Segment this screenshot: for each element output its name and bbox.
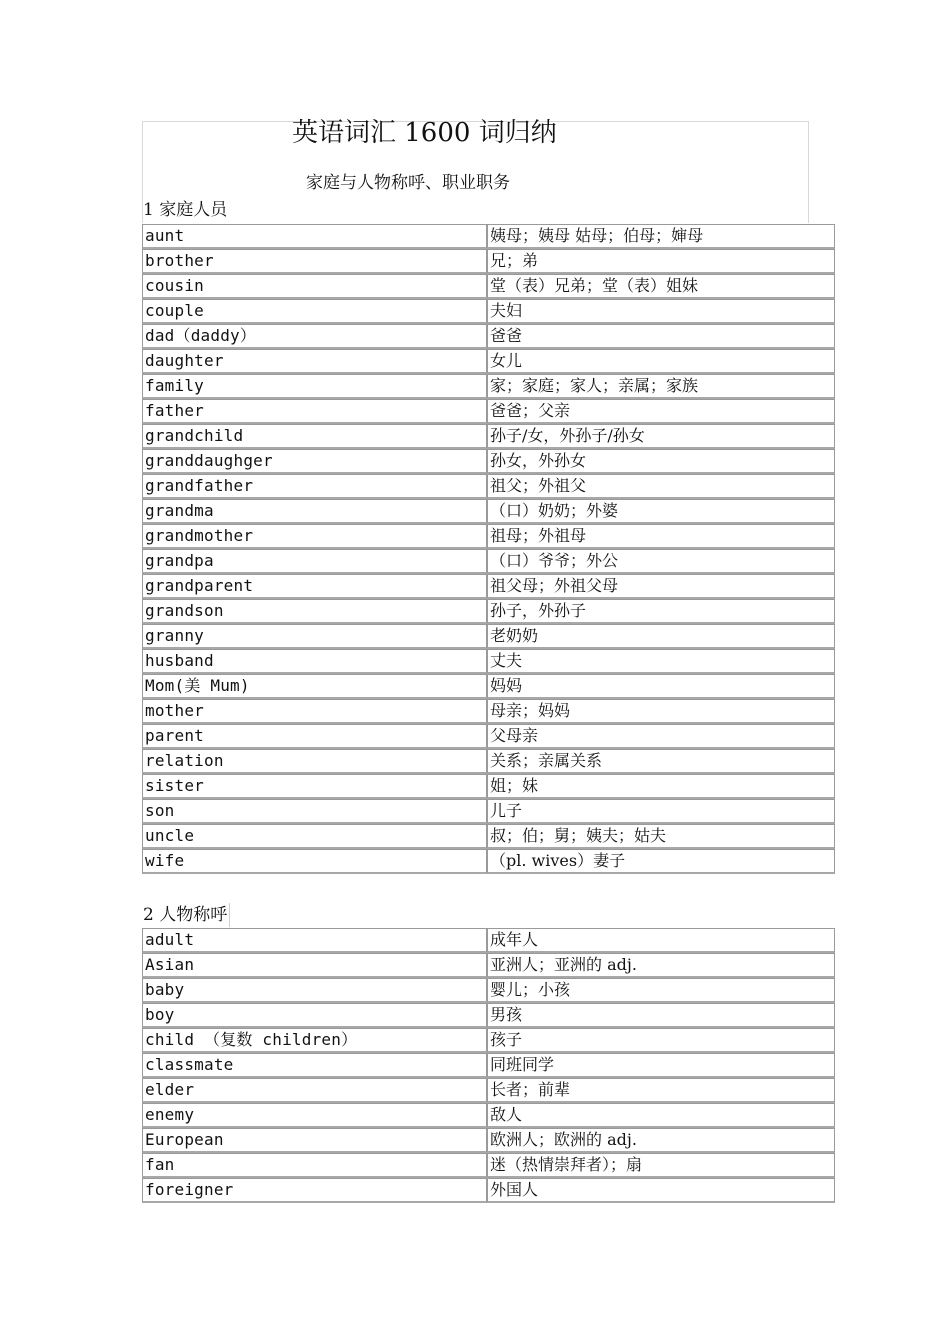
chinese-meaning-cell: 同班同学 bbox=[487, 1053, 835, 1078]
chinese-meaning-cell: 堂（表）兄弟；堂（表）姐妹 bbox=[487, 274, 835, 299]
english-word-cell: mother bbox=[142, 699, 487, 724]
english-word-cell: uncle bbox=[142, 824, 487, 849]
english-word-cell: sister bbox=[142, 774, 487, 799]
chinese-meaning-cell: 祖父母；外祖父母 bbox=[487, 574, 835, 599]
chinese-meaning-cell: （口）奶奶；外婆 bbox=[487, 499, 835, 524]
english-word-cell: dad（daddy） bbox=[142, 324, 487, 349]
chinese-meaning-cell: 丈夫 bbox=[487, 649, 835, 674]
chinese-meaning-cell: 母亲；妈妈 bbox=[487, 699, 835, 724]
table-row bbox=[142, 699, 835, 724]
table-row bbox=[142, 449, 835, 474]
english-word-cell: cousin bbox=[142, 274, 487, 299]
table-row bbox=[142, 1178, 835, 1203]
english-word-cell: grandpa bbox=[142, 549, 487, 574]
chinese-meaning-cell: 兄；弟 bbox=[487, 249, 835, 274]
chinese-meaning-cell: 外国人 bbox=[487, 1178, 835, 1203]
english-word-cell: relation bbox=[142, 749, 487, 774]
document-title: 英语词汇 1600 词归纳 bbox=[292, 118, 557, 148]
section-heading-family: 1 家庭人员 bbox=[143, 200, 228, 220]
english-word-cell: child （复数 children） bbox=[142, 1028, 487, 1053]
section-heading-people: 2 人物称呼 bbox=[143, 903, 230, 927]
chinese-meaning-cell: 爸爸 bbox=[487, 324, 835, 349]
chinese-meaning-cell: 夫妇 bbox=[487, 299, 835, 324]
english-word-cell: elder bbox=[142, 1078, 487, 1103]
chinese-meaning-cell: （pl. wives）妻子 bbox=[487, 849, 835, 874]
chinese-meaning-cell: 姨母；姨母 姑母；伯母；婶母 bbox=[487, 224, 835, 249]
chinese-meaning-cell: 叔；伯；舅；姨夫；姑夫 bbox=[487, 824, 835, 849]
table-row bbox=[142, 1053, 835, 1078]
chinese-meaning-cell: 关系；亲属关系 bbox=[487, 749, 835, 774]
table-row bbox=[142, 374, 835, 399]
english-word-cell: husband bbox=[142, 649, 487, 674]
chinese-meaning-cell: 孙子，外孙子 bbox=[487, 599, 835, 624]
table-row bbox=[142, 1078, 835, 1103]
table-row bbox=[142, 549, 835, 574]
chinese-meaning-cell: 家；家庭；家人；亲属；家族 bbox=[487, 374, 835, 399]
chinese-meaning-cell: 老奶奶 bbox=[487, 624, 835, 649]
table-row bbox=[142, 724, 835, 749]
table-row bbox=[142, 1153, 835, 1178]
vocab-table-people bbox=[142, 928, 835, 1203]
english-word-cell: daughter bbox=[142, 349, 487, 374]
table-row bbox=[142, 574, 835, 599]
table-row bbox=[142, 474, 835, 499]
english-word-cell: fan bbox=[142, 1153, 487, 1178]
chinese-meaning-cell: 父母亲 bbox=[487, 724, 835, 749]
english-word-cell: wife bbox=[142, 849, 487, 874]
chinese-meaning-cell: 成年人 bbox=[487, 928, 835, 953]
english-word-cell: family bbox=[142, 374, 487, 399]
table-row bbox=[142, 599, 835, 624]
table-row bbox=[142, 1028, 835, 1053]
english-word-cell: aunt bbox=[142, 224, 487, 249]
table-row bbox=[142, 499, 835, 524]
chinese-meaning-cell: 男孩 bbox=[487, 1003, 835, 1028]
english-word-cell: grandchild bbox=[142, 424, 487, 449]
english-word-cell: granddaughger bbox=[142, 449, 487, 474]
english-word-cell: parent bbox=[142, 724, 487, 749]
table-row bbox=[142, 624, 835, 649]
english-word-cell: Mom(美 Mum) bbox=[142, 674, 487, 699]
table-row bbox=[142, 274, 835, 299]
english-word-cell: couple bbox=[142, 299, 487, 324]
english-word-cell: son bbox=[142, 799, 487, 824]
english-word-cell: grandfather bbox=[142, 474, 487, 499]
english-word-cell: European bbox=[142, 1128, 487, 1153]
chinese-meaning-cell: 儿子 bbox=[487, 799, 835, 824]
table-row bbox=[142, 824, 835, 849]
english-word-cell: boy bbox=[142, 1003, 487, 1028]
english-word-cell: grandparent bbox=[142, 574, 487, 599]
table-row bbox=[142, 299, 835, 324]
english-word-cell: grandma bbox=[142, 499, 487, 524]
table-row bbox=[142, 953, 835, 978]
table-row bbox=[142, 774, 835, 799]
chinese-meaning-cell: 长者；前辈 bbox=[487, 1078, 835, 1103]
table-row bbox=[142, 749, 835, 774]
table-row bbox=[142, 674, 835, 699]
table-row bbox=[142, 849, 835, 874]
document-subtitle: 家庭与人物称呼、职业职务 bbox=[306, 173, 510, 193]
table-row bbox=[142, 349, 835, 374]
english-word-cell: brother bbox=[142, 249, 487, 274]
chinese-meaning-cell: 孙女，外孙女 bbox=[487, 449, 835, 474]
english-word-cell: father bbox=[142, 399, 487, 424]
english-word-cell: adult bbox=[142, 928, 487, 953]
english-word-cell: grandmother bbox=[142, 524, 487, 549]
chinese-meaning-cell: （口）爷爷；外公 bbox=[487, 549, 835, 574]
table-row bbox=[142, 1003, 835, 1028]
english-word-cell: baby bbox=[142, 978, 487, 1003]
chinese-meaning-cell: 祖父；外祖父 bbox=[487, 474, 835, 499]
table-row bbox=[142, 224, 835, 249]
table-row bbox=[142, 928, 835, 953]
chinese-meaning-cell: 姐；妹 bbox=[487, 774, 835, 799]
english-word-cell: enemy bbox=[142, 1103, 487, 1128]
english-word-cell: foreigner bbox=[142, 1178, 487, 1203]
table-row bbox=[142, 978, 835, 1003]
english-word-cell: granny bbox=[142, 624, 487, 649]
table-row bbox=[142, 1128, 835, 1153]
table-row bbox=[142, 249, 835, 274]
english-word-cell: grandson bbox=[142, 599, 487, 624]
chinese-meaning-cell: 妈妈 bbox=[487, 674, 835, 699]
chinese-meaning-cell: 女儿 bbox=[487, 349, 835, 374]
chinese-meaning-cell: 孙子/女，外孙子/孙女 bbox=[487, 424, 835, 449]
chinese-meaning-cell: 欧洲人；欧洲的 adj. bbox=[487, 1128, 835, 1153]
table-row bbox=[142, 799, 835, 824]
table-row bbox=[142, 524, 835, 549]
english-word-cell: Asian bbox=[142, 953, 487, 978]
chinese-meaning-cell: 亚洲人；亚洲的 adj. bbox=[487, 953, 835, 978]
table-row bbox=[142, 399, 835, 424]
english-word-cell: classmate bbox=[142, 1053, 487, 1078]
table-row bbox=[142, 324, 835, 349]
chinese-meaning-cell: 迷（热情崇拜者）；扇 bbox=[487, 1153, 835, 1178]
table-row bbox=[142, 424, 835, 449]
table-row bbox=[142, 1103, 835, 1128]
chinese-meaning-cell: 敌人 bbox=[487, 1103, 835, 1128]
chinese-meaning-cell: 婴儿；小孩 bbox=[487, 978, 835, 1003]
chinese-meaning-cell: 爸爸；父亲 bbox=[487, 399, 835, 424]
chinese-meaning-cell: 祖母；外祖母 bbox=[487, 524, 835, 549]
chinese-meaning-cell: 孩子 bbox=[487, 1028, 835, 1053]
table-row bbox=[142, 649, 835, 674]
vocab-table-family bbox=[142, 224, 835, 874]
